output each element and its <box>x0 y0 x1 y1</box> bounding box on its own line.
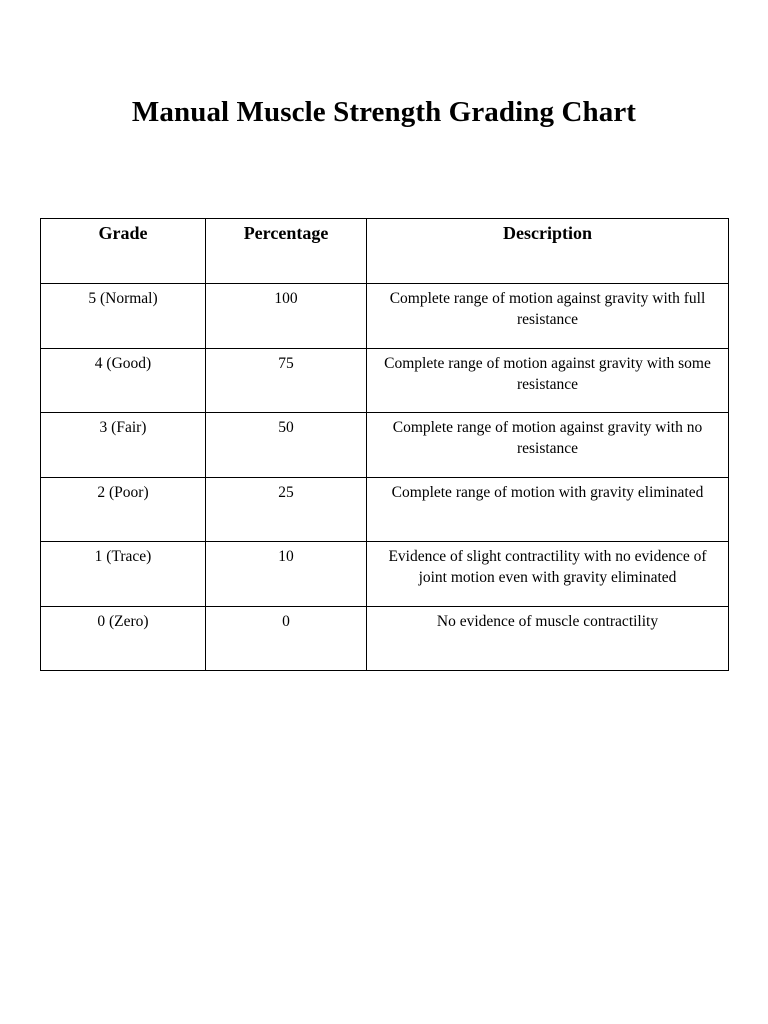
cell-percentage: 0 <box>206 606 367 671</box>
cell-description: No evidence of muscle contractility <box>367 606 729 671</box>
header-row <box>41 219 729 284</box>
table-row <box>41 542 729 607</box>
page-title: Manual Muscle Strength Grading Chart <box>131 96 637 128</box>
cell-grade: 5 (Normal) <box>41 284 206 349</box>
cell-percentage: 50 <box>206 413 367 478</box>
table-body <box>41 284 729 671</box>
header-grade: Grade <box>41 219 206 284</box>
table-row <box>41 284 729 349</box>
cell-grade: 0 (Zero) <box>41 606 206 671</box>
cell-percentage: 10 <box>206 542 367 607</box>
cell-description: Complete range of motion against gravity with full resistance <box>367 284 729 349</box>
table-row <box>41 348 729 413</box>
cell-description: Evidence of slight contractility with no evidence of joint motion even with gravity eliminated <box>367 542 729 607</box>
cell-grade: 3 (Fair) <box>41 413 206 478</box>
table-row <box>41 606 729 671</box>
table-header <box>41 219 729 284</box>
table-row <box>41 413 729 478</box>
cell-grade: 1 (Trace) <box>41 542 206 607</box>
table-row <box>41 477 729 542</box>
header-percentage: Percentage <box>206 219 367 284</box>
cell-percentage: 75 <box>206 348 367 413</box>
cell-grade: 4 (Good) <box>41 348 206 413</box>
cell-grade: 2 (Poor) <box>41 477 206 542</box>
cell-description: Complete range of motion with gravity eliminated <box>367 477 729 542</box>
cell-description: Complete range of motion against gravity with some resistance <box>367 348 729 413</box>
cell-percentage: 100 <box>206 284 367 349</box>
cell-percentage: 25 <box>206 477 367 542</box>
grading-table <box>40 218 729 671</box>
header-description: Description <box>367 219 729 284</box>
cell-description: Complete range of motion against gravity with no resistance <box>367 413 729 478</box>
